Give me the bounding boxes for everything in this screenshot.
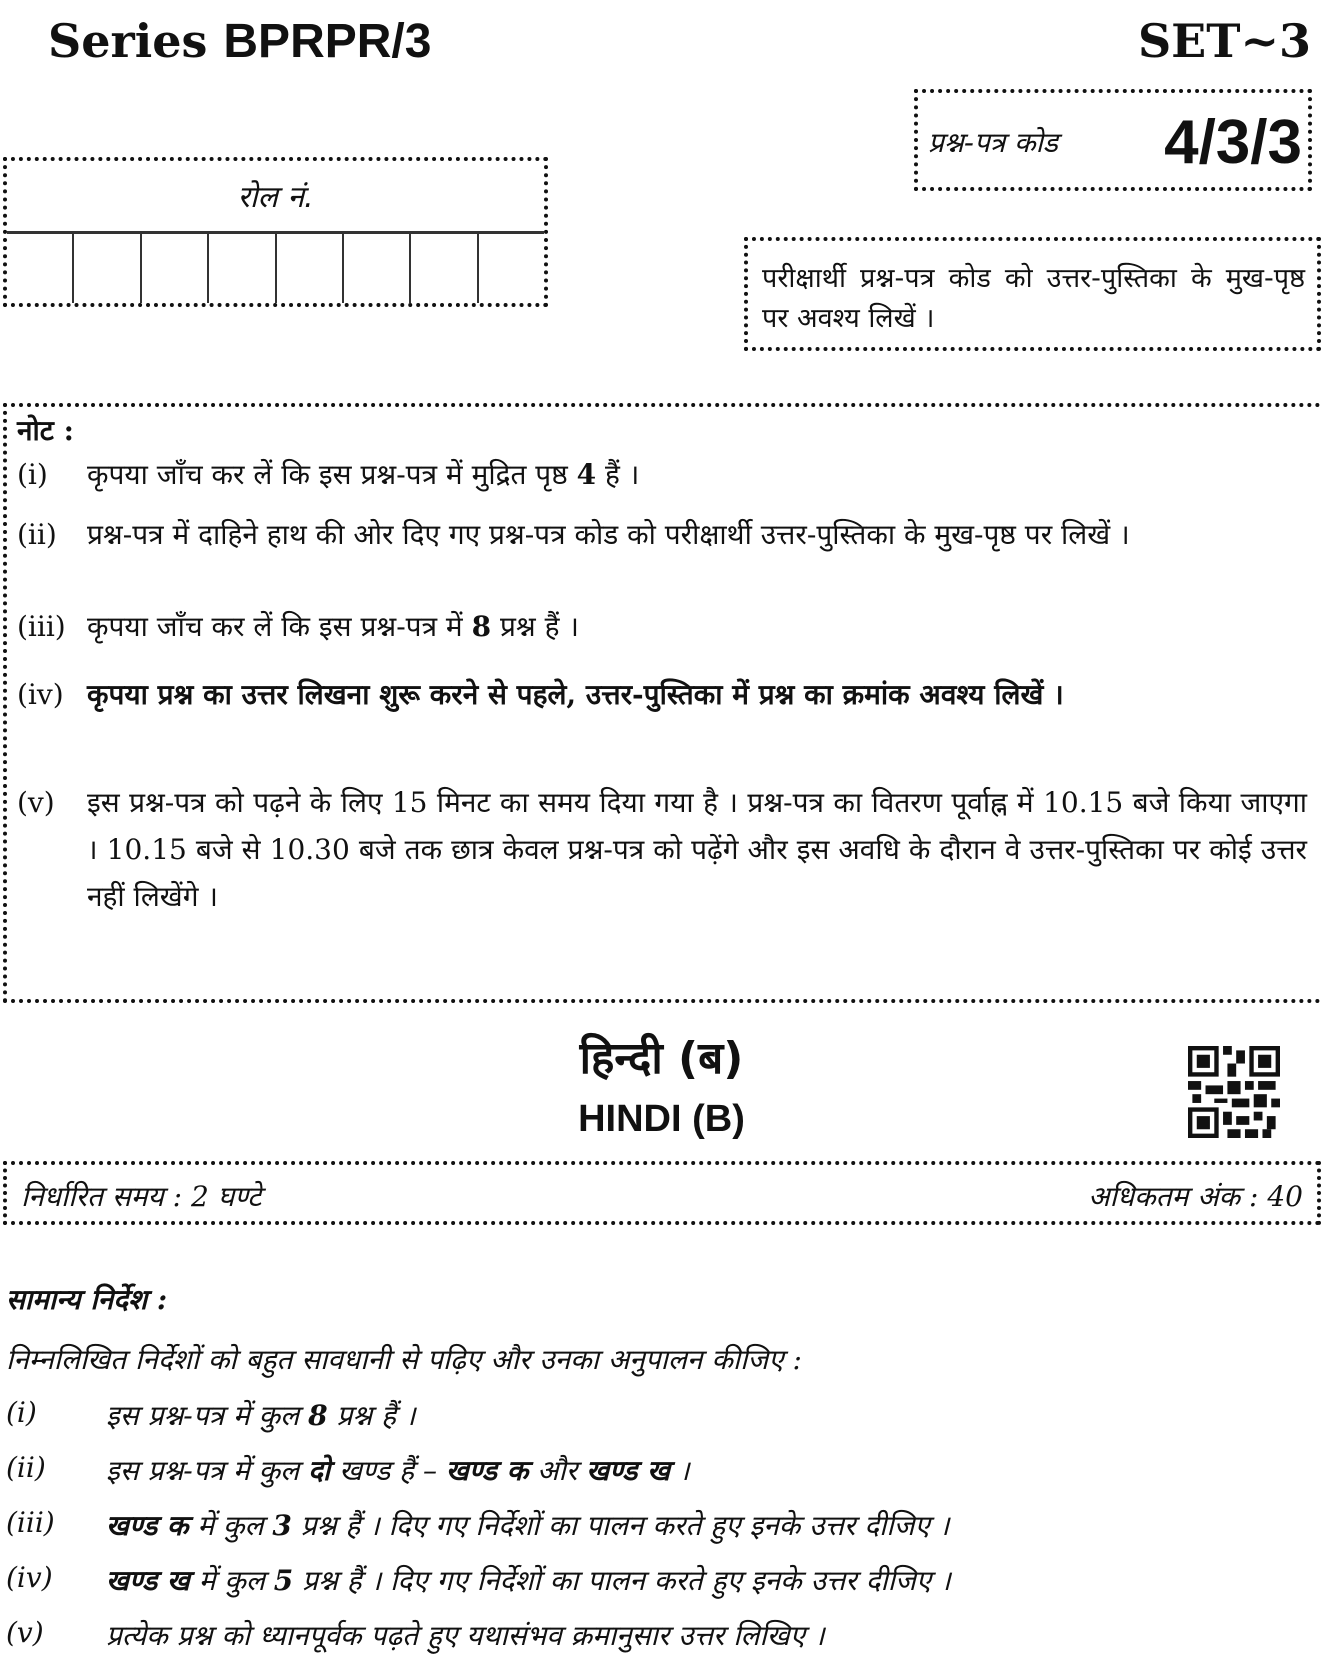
general-heading: सामान्य निर्देश : bbox=[6, 1283, 168, 1316]
note-item bbox=[17, 451, 1307, 498]
note-item bbox=[17, 511, 1307, 558]
item-number: (ii) bbox=[6, 1451, 46, 1484]
item-bold: 5 bbox=[273, 1564, 294, 1597]
item-text: में कुल bbox=[189, 1564, 274, 1597]
subject-title-hindi: हिन्दी (ब) bbox=[579, 1033, 744, 1084]
item-bold: कृपया प्रश्न का उत्तर लिखना शुरू करने से पहले, उत्तर-पुस्तिका में प्रश्न का क्रमांक अवश्य लिखें । bbox=[87, 678, 1064, 711]
item-text: प्रत्येक प्रश्न को ध्यानपूर्वक पढ़ते हुए यथासंभव क्रमानुसार उत्तर लिखिए । bbox=[106, 1619, 825, 1652]
item-number: (iii) bbox=[6, 1506, 55, 1539]
item-text: खण्ड हैं – bbox=[330, 1454, 446, 1487]
item-text: और bbox=[528, 1454, 587, 1487]
qr-code-icon bbox=[1188, 1046, 1280, 1138]
general-instructions bbox=[6, 1280, 1303, 1671]
item-text: कृपया जाँच कर लें कि इस प्रश्न-पत्र में bbox=[87, 610, 472, 643]
item-text: प्रश्न हैं । दिए गए निर्देशों का पालन करते हुए इनके उत्तर दीजिए । bbox=[293, 1564, 951, 1597]
item-number: (ii) bbox=[17, 518, 57, 551]
roll-cell[interactable] bbox=[277, 234, 344, 303]
item-text: इस प्रश्न-पत्र में कुल bbox=[106, 1399, 309, 1432]
roll-cell[interactable] bbox=[344, 234, 411, 303]
instruction-item bbox=[6, 1396, 1303, 1451]
item-number: (iii) bbox=[17, 610, 66, 643]
item-bold: खण्ड ख bbox=[106, 1564, 190, 1597]
item-bold: 8 bbox=[308, 1399, 328, 1432]
item-text: प्रश्न हैं । bbox=[491, 610, 579, 643]
paper-code-label: प्रश्न-पत्र कोड bbox=[928, 126, 1058, 159]
item-bold: खण्ड क bbox=[106, 1509, 189, 1542]
item-text: में कुल bbox=[188, 1509, 273, 1542]
roll-number-cells bbox=[7, 231, 544, 303]
series-title bbox=[48, 14, 431, 69]
roll-cell[interactable] bbox=[479, 234, 544, 303]
item-text: हैं । bbox=[596, 458, 640, 491]
note-item bbox=[17, 779, 1307, 920]
code-instruction-box: परीक्षार्थी प्रश्न-पत्र कोड को उत्तर-पुस्तिका के मुख-पृष्ठ पर अवश्य लिखें । bbox=[744, 237, 1321, 351]
item-bold: दो bbox=[308, 1454, 331, 1487]
max-marks: अधिकतम अंक : 40 bbox=[1088, 1180, 1303, 1213]
item-text: प्रश्न-पत्र में दाहिने हाथ की ओर दिए गए प्रश्न-पत्र कोड को परीक्षार्थी उत्तर-पुस्तिका के मुख-पृष्ठ पर लिखें । bbox=[87, 518, 1130, 551]
note-item bbox=[17, 671, 1307, 718]
item-number: (v) bbox=[17, 786, 55, 819]
note-heading: नोट : bbox=[17, 414, 74, 447]
item-text: । bbox=[670, 1454, 690, 1487]
roll-cell[interactable] bbox=[209, 234, 276, 303]
item-number: (iv) bbox=[6, 1561, 53, 1594]
roll-cell[interactable] bbox=[7, 234, 74, 303]
note-item bbox=[17, 603, 1307, 650]
paper-code-box bbox=[914, 89, 1312, 191]
item-text: कृपया जाँच कर लें कि इस प्रश्न-पत्र में मुद्रित पृष्ठ bbox=[87, 458, 577, 491]
item-number: (i) bbox=[17, 458, 48, 491]
paper-code-value: 4/3/3 bbox=[1164, 108, 1302, 177]
instruction-item bbox=[6, 1506, 1303, 1561]
roll-number-label: रोल नं. bbox=[237, 180, 314, 215]
item-bold: खण्ड क bbox=[445, 1454, 529, 1487]
roll-cell[interactable] bbox=[74, 234, 141, 303]
series-code: BPRPR/3 bbox=[223, 15, 432, 68]
series-label: Series bbox=[48, 14, 208, 68]
instruction-item bbox=[6, 1561, 1303, 1616]
item-number: (iv) bbox=[17, 678, 64, 711]
instruction-item bbox=[6, 1451, 1303, 1506]
subject-title-english: HINDI (B) bbox=[578, 1098, 745, 1140]
item-text: इस प्रश्न-पत्र को पढ़ने के लिए 15 मिनट का समय दिया गया है । प्रश्न-पत्र का वितरण पूर्वाह्न में 10.15 बजे किया जाएगा । 10.15 बजे से 10.30 बजे तक छात्र केवल प्रश्न-पत्र को पढ़ेंगे और इस अवधि के दौरान वे उत्तर-पुस्तिका पर कोई उत्तर नहीं लिखेंगे । bbox=[87, 786, 1307, 913]
roll-cell[interactable] bbox=[142, 234, 209, 303]
item-number: (i) bbox=[6, 1396, 37, 1429]
note-box bbox=[3, 403, 1321, 1003]
roll-cell[interactable] bbox=[411, 234, 478, 303]
item-bold: खण्ड ख bbox=[586, 1454, 671, 1487]
general-intro: निम्नलिखित निर्देशों को बहुत सावधानी से पढ़िए और उनका अनुपालन कीजिए : bbox=[6, 1343, 802, 1376]
exam-info-box bbox=[3, 1161, 1321, 1225]
item-text: इस प्रश्न-पत्र में कुल bbox=[106, 1454, 309, 1487]
time-allowed: निर्धारित समय : 2 घण्टे bbox=[21, 1180, 262, 1213]
instruction-item bbox=[6, 1616, 1303, 1671]
set-number: SET~3 bbox=[1137, 14, 1311, 68]
item-number: (v) bbox=[6, 1616, 44, 1649]
item-bold: 3 bbox=[272, 1509, 292, 1542]
roll-number-box bbox=[3, 157, 548, 307]
item-bold: 4 bbox=[576, 458, 597, 491]
item-bold: 8 bbox=[471, 610, 492, 643]
item-text: प्रश्न हैं । bbox=[327, 1399, 416, 1432]
item-text: प्रश्न हैं । दिए गए निर्देशों का पालन करते हुए इनके उत्तर दीजिए । bbox=[291, 1509, 950, 1542]
